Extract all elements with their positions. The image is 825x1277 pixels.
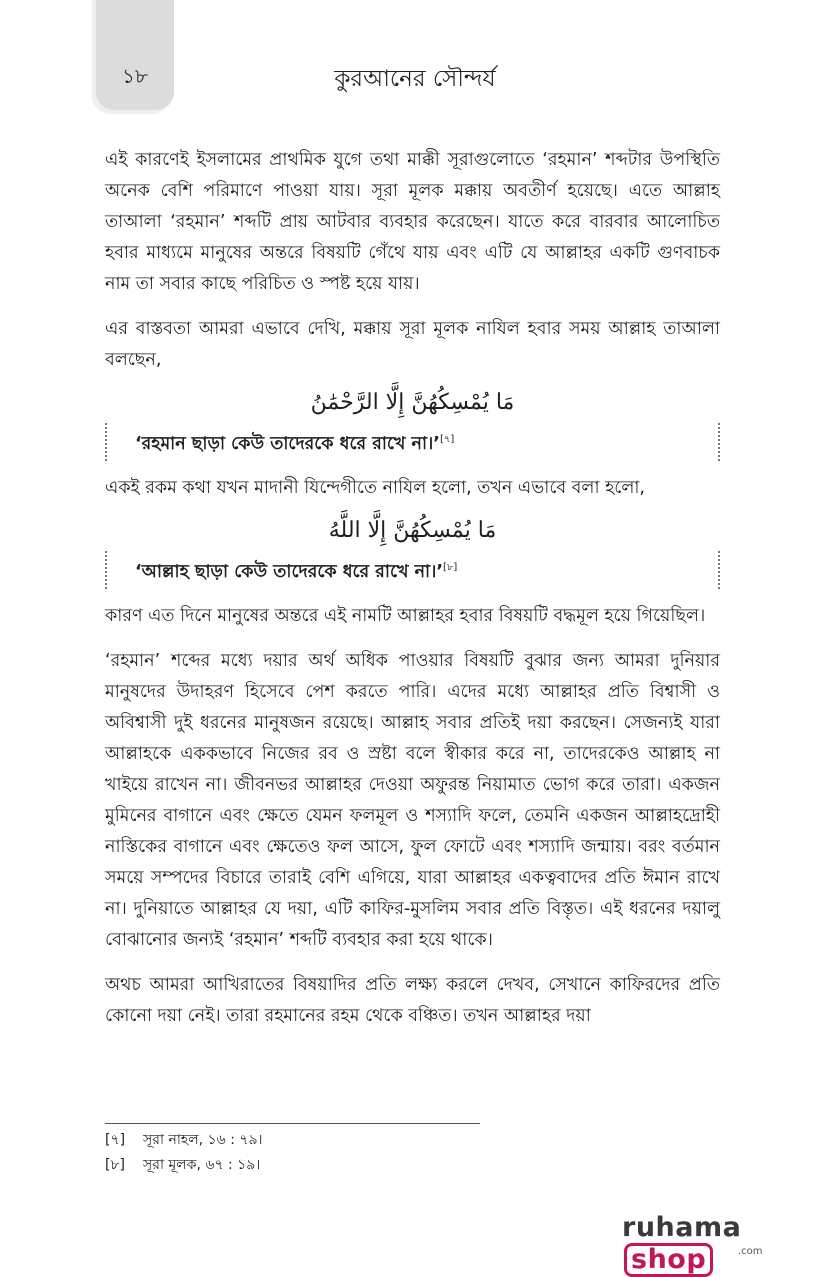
paragraph: এই কারণেই ইসলামের প্রাথমিক যুগে তথা মাক্কী সূরাগুলোতে ‘রহমান’ শব্দটার উপস্থিতি অনেক বেশি পরিমাণে পাওয়া যায়। সূরা মূলক মক্কায় অবতীর্ণ হয়েছে। এতে আল্লাহ তাআলা ‘রহমান’ শব্দটি প্রায় আটবার ব্যবহার করেছেন। যাতে করে বারবার আলোচিত হবার মাধ্যমে মানুষের অন্তরে বিষয়টি গেঁথে যায় এবং এটি যে আল্লাহর একটি গুণবাচক নাম তা সবার কাছে পরিচিত ও স্পষ্ট হয়ে যায়। xyxy=(105,150,720,294)
arabic-verse: مَا يُمْسِكُهُنَّ إِلَّا اللَّهُ xyxy=(328,517,497,543)
paragraph: অথচ আমরা আখিরাতের বিষয়াদির প্রতি লক্ষ্য করলে দেখব, সেখানে কাফিরদের প্রতি কোনো দয়া নেই। তারা রহমানের রহম থেকে বঞ্চিত। তখন আল্লাহর দয়া xyxy=(105,974,720,1026)
verse-translation xyxy=(105,423,720,461)
paragraph: ‘রহমান’ শব্দের মধ্যে দয়ার অর্থ অধিক পাওয়ার বিষয়টি বুঝার জন্য আমরা দুনিয়ার মানুষদের উদাহরণ হিসেবে পেশ করতে পারি। এদের মধ্যে আল্লাহর প্রতি বিশ্বাসী ও অবিশ্বাসী দুই ধরনের মানুষজন রয়েছে। আল্লাহ সবার প্রতিই দয়া করছেন। সেজন্যই যারা আল্লাহকে এককভাবে নিজের রব ও স্রষ্টা বলে স্বীকার করে না, তাদেরকেও আল্লাহ না খাইয়ে রাখেন না। জীবনভর আল্লাহর দেওয়া অফুরন্ত নিয়ামাত ভোগ করে তারা। একজন মুমিনের বাগানে এবং ক্ষেতে যেমন ফলমূল ও শস্যাদি ফলে, তেমনি একজন আল্লাহদ্রোহী নাস্তিকের বাগানে এবং ক্ষেতেও ফল আসে, ফুল ফোটে এবং শস্যাদি জন্মায়। বরং বর্তমান সময়ে সম্পদের বিচারে তারাই বেশি এগিয়ে, যারা আল্লাহর একত্ববাদের প্রতি ঈমান রাখে না। দুনিয়াতে আল্লাহর যে দয়া, এটি কাফির-মুসলিম সবার প্রতি বিস্তৃত। এই ধরনের দয়ালু বোঝানোর জন্যই ‘রহমান’ শব্দটি ব্যবহার করা হয়ে থাকে। xyxy=(105,650,720,950)
verse-translation xyxy=(105,551,720,589)
footnote-ref[interactable]: [৮] xyxy=(443,561,458,573)
running-title: কুরআনের সৌন্দর্য xyxy=(334,66,496,92)
footnote-divider xyxy=(105,1123,480,1124)
logo-domain: .com xyxy=(738,1246,763,1257)
footnotes xyxy=(105,1128,605,1178)
translation-text: ‘রহমান ছাড়া কেউ তাদেরকে ধরে রাখে না।’ xyxy=(135,433,440,454)
paragraph: এর বাস্তবতা আমরা এভাবে দেখি, মক্কায় সূরা মূলক নাযিল হবার সময় আল্লাহ তাআলা বলছেন, xyxy=(105,319,720,370)
ruhamashop-logo[interactable] xyxy=(622,1212,825,1277)
page-body xyxy=(105,145,720,1046)
footnote-text: সূরা মূলক, ৬৭ : ১৯। xyxy=(143,1157,261,1173)
footnote xyxy=(105,1153,605,1178)
page-number: ১৮ xyxy=(122,64,148,88)
paragraph: কারণ এত দিনে মানুষের অন্তরে এই নামটি আল্লাহর হবার বিষয়টি বদ্ধমূল হয়ে গিয়েছিল। xyxy=(105,605,706,626)
logo-brand: shop xyxy=(624,1243,713,1277)
paragraph: একই রকম কথা যখন মাদানী যিন্দেগীতে নাযিল হলো, তখন এভাবে বলা হলো, xyxy=(105,477,645,498)
footnote-text: সূরা নাহল, ১৬ : ৭৯। xyxy=(143,1132,263,1148)
footnote-mark: [৮] xyxy=(105,1157,126,1173)
arabic-verse: مَا يُمْسِكُهُنَّ إِلَّا الرَّحْمَٰنُ xyxy=(310,390,515,415)
translation-text: ‘আল্লাহ ছাড়া কেউ তাদেরকে ধরে রাখে না।’ xyxy=(135,561,444,582)
footnote xyxy=(105,1128,605,1153)
footnote-mark: [৭] xyxy=(105,1132,126,1148)
footnote-ref[interactable]: [৭] xyxy=(439,434,455,445)
logo-name: ruhama xyxy=(622,1212,742,1243)
